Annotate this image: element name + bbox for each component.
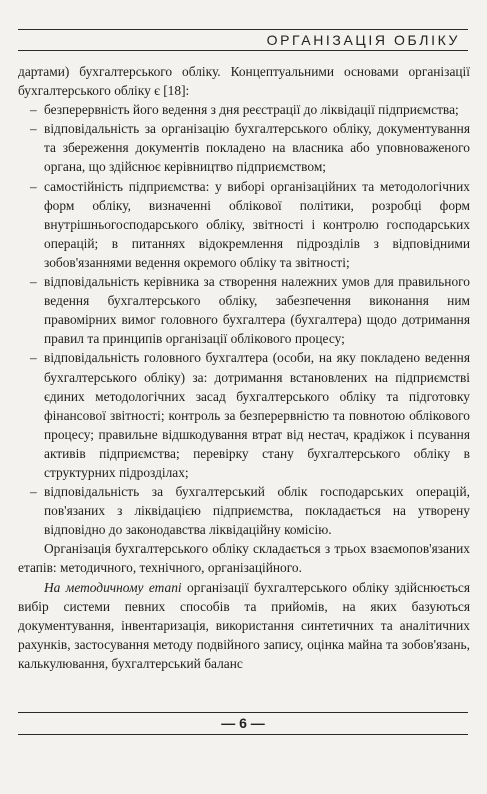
list-item-text: самостійність підприємства: у виборі організаційних та методологічних форм обліку, визначенні облікової політики, розробці форм внутрішньогосподарського обліку, звітності і контролю господарських операцій; в питаннях відокремлення підрозділів з відповідними зобов'язаннями ведення окремого обліку та звітності; (44, 178, 470, 270)
page-number: — 6 — (221, 715, 265, 731)
list-item (18, 272, 470, 348)
list-item-text: відповідальність головного бухгалтера (особи, на яку покладено ведення бухгалтерського обліку) за: дотримання встановлених на підприємстві єдиних методологічних засад бухгалтерського обліку та підготовку фінансової звітності; контроль за безперервністю та повнотою облікового процесу; правильне відшкодування втрат від нестач, крадіжок і псування активів підприємства; перевірку стану бухгалтерського обліку в структурних підрозділах; (44, 350, 470, 480)
page-body (18, 62, 470, 673)
methodical-stage-text: організації бухгалтерського обліку здійснюється вибір системи певних способів та прийомів, на яких базуються документування, інвентаризація, використання синтетичних та аналітичних рахунків, застосування методу подвійного запису, оцінка майна та зобов'язань, калькулювання, бухгалтерський баланс (18, 579, 471, 671)
stages-paragraph: Організація бухгалтерського обліку складається з трьох взаємопов'язаних етапів: методичного, технічного, організаційного. (18, 541, 470, 576)
list-dash: – (30, 102, 37, 118)
list-item-text: безперервність його ведення з дня реєстрації до ліквідації підприємства; (44, 102, 459, 118)
intro-paragraph: дартами) бухгалтерського обліку. Концептуальними основами організації бухгалтерського обліку є [18]: (18, 64, 470, 99)
list-dash: – (30, 274, 37, 290)
list-item (18, 348, 470, 482)
running-header (18, 29, 468, 51)
list-dash: – (30, 484, 37, 500)
list-item-text: відповідальність за організацію бухгалтерського обліку, документування та збереження документів покладено на власника або уповноваженого органа, що здійснює керівництво підприємством; (44, 121, 470, 175)
list-dash: – (30, 121, 37, 137)
list-item (18, 482, 470, 539)
list-item-text: відповідальність за бухгалтерський облік господарських операцій, пов'язаних з ліквідацією підприємства, покладається на утворену відповідно до законодавства ліквідаційну комісію. (44, 484, 470, 538)
page-footer (18, 712, 468, 735)
methodical-stage-paragraph (18, 578, 470, 673)
methodical-stage-lead: На методичному етапі (44, 579, 182, 595)
running-header-title: ОРГАНІЗАЦІЯ ОБЛІКУ (266, 32, 460, 48)
list-item-text: відповідальність керівника за створення належних умов для правильного ведення бухгалтерського обліку, забезпечення виконання ним правомірних вимог головного бухгалтера (бухгалтера) щодо дотримання правил та принципів організації облікового процесу; (44, 274, 470, 347)
list-item (18, 177, 470, 272)
list-dash: – (30, 178, 37, 194)
list-item (18, 100, 470, 119)
list-item (18, 119, 470, 176)
list-dash: – (30, 350, 37, 366)
principles-list (18, 100, 470, 539)
